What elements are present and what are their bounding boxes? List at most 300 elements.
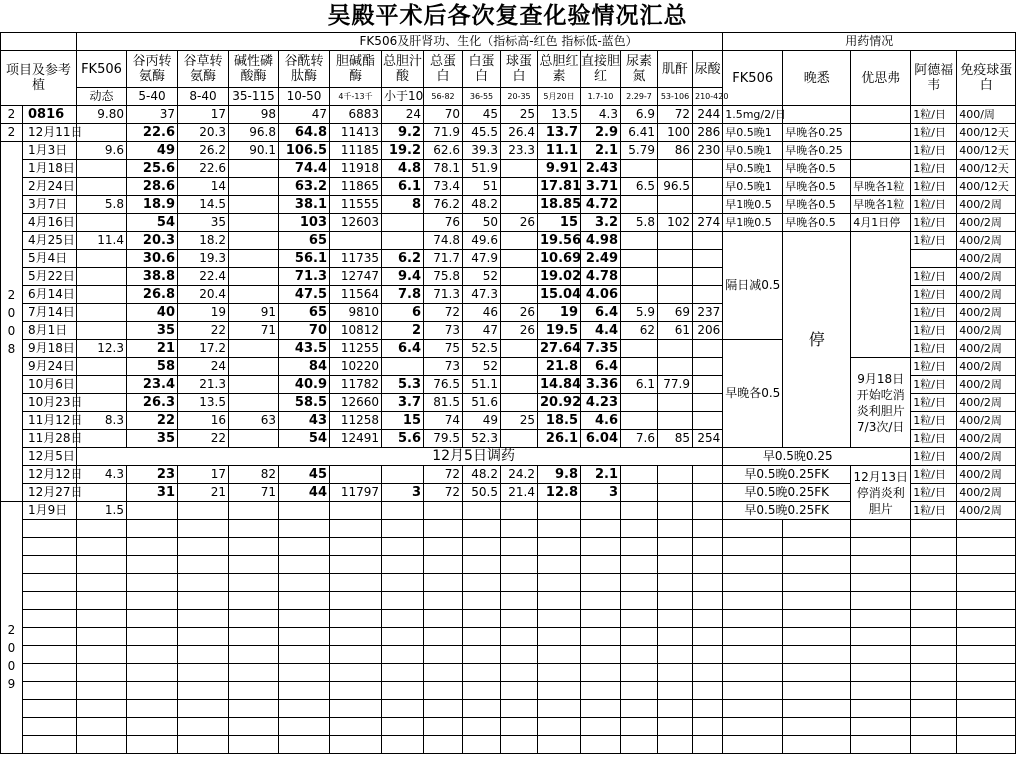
lab-value: 70 <box>279 322 330 340</box>
lab-value: 91 <box>229 304 279 322</box>
immunoglobulin-dose: 400/2周 <box>957 214 1016 232</box>
empty-cell <box>382 592 424 610</box>
lab-value: 12.8 <box>538 484 581 502</box>
empty-cell <box>783 574 851 592</box>
lab-value: 72 <box>424 304 463 322</box>
med-column-header: 免疫球蛋白 <box>957 51 1016 106</box>
immunoglobulin-dose: 400/2周 <box>957 322 1016 340</box>
empty-cell <box>330 664 382 682</box>
wanxi-note: 停 <box>783 232 851 448</box>
empty-cell <box>538 682 581 700</box>
column-header: 谷丙转氨酶 <box>127 51 178 88</box>
empty-cell <box>658 610 693 628</box>
empty-cell <box>783 736 851 754</box>
column-header: 尿酸 <box>693 51 723 88</box>
year-digit: 0 <box>7 659 16 673</box>
empty-cell <box>538 736 581 754</box>
fk506-dose: 早0.5晚0.25FK <box>723 484 851 502</box>
column-header: 尿素氮 <box>621 51 658 88</box>
empty-cell <box>127 574 178 592</box>
empty-cell <box>463 628 501 646</box>
adefovir-dose: 1粒/日 <box>911 196 957 214</box>
empty-cell <box>229 592 279 610</box>
reference-range: 35-115 <box>229 88 279 106</box>
lab-value <box>330 466 382 484</box>
year-cell: 2 <box>1 124 23 142</box>
empty-cell <box>424 610 463 628</box>
lab-value <box>77 268 127 286</box>
empty-cell <box>957 664 1016 682</box>
immunoglobulin-dose: 400/2周 <box>957 430 1016 448</box>
lab-value <box>229 178 279 196</box>
lab-value: 6.5 <box>621 178 658 196</box>
lab-value: 21.3 <box>178 376 229 394</box>
lab-value: 24 <box>178 358 229 376</box>
lab-value <box>501 268 538 286</box>
empty-cell <box>957 520 1016 538</box>
lab-value: 11782 <box>330 376 382 394</box>
lab-value: 35 <box>127 430 178 448</box>
empty-cell <box>463 700 501 718</box>
lab-value: 3.71 <box>581 178 621 196</box>
empty-cell <box>501 682 538 700</box>
lab-value: 73.4 <box>424 178 463 196</box>
lab-value: 25.6 <box>127 160 178 178</box>
year-digit: 8 <box>7 341 16 356</box>
lab-value: 51 <box>463 178 501 196</box>
lab-value <box>621 232 658 250</box>
stop-tablet-note: 12月13日停消炎利胆片 <box>851 466 911 520</box>
empty-cell <box>330 682 382 700</box>
lab-value: 274 <box>693 214 723 232</box>
empty-cell <box>723 682 783 700</box>
row-date: 7月14日 <box>23 304 77 322</box>
ursodiol-note: 9月18日开始吃消炎利胆片7/3次/日 <box>851 358 911 448</box>
lab-value: 48.2 <box>463 196 501 214</box>
empty-cell <box>501 646 538 664</box>
empty-cell <box>330 718 382 736</box>
empty-cell <box>178 628 229 646</box>
empty-cell <box>330 736 382 754</box>
empty-cell <box>424 682 463 700</box>
empty-cell <box>330 628 382 646</box>
lab-value: 286 <box>693 124 723 142</box>
empty-cell <box>693 610 723 628</box>
lab-value: 28.6 <box>127 178 178 196</box>
empty-cell <box>957 682 1016 700</box>
lab-value: 20.92 <box>538 394 581 412</box>
lab-value: 3.7 <box>382 394 424 412</box>
empty-cell <box>77 682 127 700</box>
empty-cell <box>851 682 911 700</box>
empty-cell <box>23 610 77 628</box>
lab-value <box>501 430 538 448</box>
lab-value: 51.1 <box>463 376 501 394</box>
lab-value: 49 <box>463 412 501 430</box>
empty-cell <box>463 646 501 664</box>
lab-value <box>621 286 658 304</box>
lab-value <box>501 250 538 268</box>
empty-cell <box>783 610 851 628</box>
lab-value <box>229 160 279 178</box>
lab-value: 54 <box>127 214 178 232</box>
empty-cell <box>463 718 501 736</box>
row-date: 4月25日 <box>23 232 77 250</box>
adefovir-dose: 1粒/日 <box>911 412 957 430</box>
empty-cell <box>178 538 229 556</box>
lab-value: 6.1 <box>382 178 424 196</box>
ursodiol-dose <box>851 142 911 160</box>
table-row <box>1 214 1016 232</box>
empty-cell <box>127 718 178 736</box>
empty-cell <box>723 538 783 556</box>
immunoglobulin-dose: 400/2周 <box>957 232 1016 250</box>
table-row <box>1 142 1016 160</box>
column-header: 总蛋白 <box>424 51 463 88</box>
fk506-dose: 早1晚0.5 <box>723 214 783 232</box>
lab-value <box>621 502 658 520</box>
empty-row <box>1 646 1016 664</box>
lab-value <box>693 376 723 394</box>
lab-value <box>581 502 621 520</box>
column-header: 总胆红素 <box>538 51 581 88</box>
lab-value <box>658 484 693 502</box>
lab-value <box>501 160 538 178</box>
empty-cell <box>911 736 957 754</box>
empty-cell <box>330 700 382 718</box>
lab-value: 4.8 <box>382 160 424 178</box>
empty-cell <box>501 628 538 646</box>
empty-cell <box>538 718 581 736</box>
empty-cell <box>23 682 77 700</box>
lab-value <box>621 358 658 376</box>
lab-value <box>229 358 279 376</box>
empty-cell <box>279 646 330 664</box>
lab-value: 6.04 <box>581 430 621 448</box>
adefovir-dose: 1粒/日 <box>911 124 957 142</box>
empty-cell <box>957 700 1016 718</box>
immunoglobulin-dose: 400/12天 <box>957 178 1016 196</box>
empty-cell <box>279 520 330 538</box>
empty-cell <box>851 538 911 556</box>
lab-value: 9.8 <box>538 466 581 484</box>
lab-value: 20.4 <box>178 286 229 304</box>
lab-value: 58.5 <box>279 394 330 412</box>
ursodiol-dose <box>851 160 911 178</box>
empty-cell <box>229 736 279 754</box>
lab-value: 2.9 <box>581 124 621 142</box>
empty-cell <box>911 556 957 574</box>
lab-value: 46 <box>463 304 501 322</box>
adefovir-dose: 1粒/日 <box>911 268 957 286</box>
empty-cell <box>911 592 957 610</box>
reference-range: 36-55 <box>463 88 501 106</box>
lab-value <box>693 196 723 214</box>
lab-value: 12491 <box>330 430 382 448</box>
lab-value: 13.5 <box>538 106 581 124</box>
lab-value <box>77 394 127 412</box>
empty-cell <box>501 538 538 556</box>
empty-cell <box>911 538 957 556</box>
lab-value <box>658 232 693 250</box>
empty-cell <box>538 538 581 556</box>
lab-value: 26.3 <box>127 394 178 412</box>
fk506-note: 早晚各0.5 <box>723 340 783 448</box>
empty-cell <box>330 646 382 664</box>
lab-value: 58 <box>127 358 178 376</box>
adefovir-dose: 1粒/日 <box>911 160 957 178</box>
empty-cell <box>723 700 783 718</box>
lab-value: 50 <box>463 214 501 232</box>
lab-value: 254 <box>693 430 723 448</box>
column-header: 谷草转氨酶 <box>178 51 229 88</box>
empty-cell <box>621 646 658 664</box>
empty-cell <box>783 628 851 646</box>
empty-row <box>1 718 1016 736</box>
wanxi-dose <box>783 106 851 124</box>
lab-value <box>501 376 538 394</box>
lab-value: 98 <box>229 106 279 124</box>
lab-value <box>658 502 693 520</box>
lab-value: 19.2 <box>382 142 424 160</box>
empty-cell <box>178 664 229 682</box>
year-digit: 2 <box>7 287 16 302</box>
lab-value: 11555 <box>330 196 382 214</box>
lab-value: 6.41 <box>621 124 658 142</box>
empty-cell <box>957 718 1016 736</box>
empty-cell <box>911 700 957 718</box>
lab-value: 9810 <box>330 304 382 322</box>
lab-value <box>229 196 279 214</box>
empty-cell <box>538 574 581 592</box>
fk506-dose: 1.5mg/2/日 <box>723 106 783 124</box>
empty-cell <box>658 700 693 718</box>
lab-value: 5.79 <box>621 142 658 160</box>
empty-cell <box>127 646 178 664</box>
lab-value: 13.7 <box>538 124 581 142</box>
row-date: 4月16日 <box>23 214 77 232</box>
lab-value: 26 <box>501 304 538 322</box>
lab-value: 73 <box>424 322 463 340</box>
row-date: 12月12日 <box>23 466 77 484</box>
lab-value <box>77 124 127 142</box>
empty-cell <box>723 736 783 754</box>
adefovir-dose: 1粒/日 <box>911 214 957 232</box>
empty-row <box>1 538 1016 556</box>
lab-value: 11918 <box>330 160 382 178</box>
lab-value <box>501 502 538 520</box>
empty-cell <box>23 700 77 718</box>
empty-cell <box>279 610 330 628</box>
lab-value: 14.84 <box>538 376 581 394</box>
row-date: 12月5日 <box>23 448 77 466</box>
empty-cell <box>330 556 382 574</box>
empty-cell <box>178 718 229 736</box>
column-header: 谷酰转肽酶 <box>279 51 330 88</box>
lab-value: 102 <box>658 214 693 232</box>
lab-value: 74.4 <box>279 160 330 178</box>
lab-value: 5.8 <box>77 196 127 214</box>
column-header: 总胆汁酸 <box>382 51 424 88</box>
lab-value: 2 <box>382 322 424 340</box>
lab-value: 35 <box>127 322 178 340</box>
empty-cell <box>382 736 424 754</box>
empty-cell <box>693 520 723 538</box>
reference-range: 53-106 <box>658 88 693 106</box>
lab-value <box>501 178 538 196</box>
empty-cell <box>538 700 581 718</box>
reference-range: 210-420 <box>693 88 723 106</box>
adefovir-dose: 1粒/日 <box>911 394 957 412</box>
empty-cell <box>23 520 77 538</box>
immunoglobulin-dose: 400/2周 <box>957 286 1016 304</box>
empty-cell <box>957 556 1016 574</box>
empty-cell <box>783 718 851 736</box>
lab-value: 49.6 <box>463 232 501 250</box>
ursodiol-dose <box>851 106 911 124</box>
lab-value: 22.6 <box>127 124 178 142</box>
lab-value: 52.3 <box>463 430 501 448</box>
table-row <box>1 232 1016 250</box>
lab-value: 38.1 <box>279 196 330 214</box>
empty-cell <box>723 646 783 664</box>
lab-value: 7.35 <box>581 340 621 358</box>
empty-cell <box>723 628 783 646</box>
wanxi-dose: 早晚各0.25 <box>783 142 851 160</box>
empty-cell <box>279 664 330 682</box>
lab-value: 6.4 <box>581 304 621 322</box>
empty-row <box>1 556 1016 574</box>
empty-cell <box>538 664 581 682</box>
lab-value: 20.3 <box>178 124 229 142</box>
adefovir-dose: 1粒/日 <box>911 430 957 448</box>
empty-cell <box>501 718 538 736</box>
wanxi-dose: 早晚各0.5 <box>783 178 851 196</box>
lab-value: 76 <box>424 214 463 232</box>
empty-cell <box>229 538 279 556</box>
group-lab-header: FK506及肝肾功、生化（指标高-红色 指标低-蓝色） <box>77 33 723 51</box>
immunoglobulin-dose: 400/2周 <box>957 304 1016 322</box>
empty-cell <box>911 646 957 664</box>
wanxi-dose: 早晚各0.25 <box>783 124 851 142</box>
reference-range: 2.29-7 <box>621 88 658 106</box>
empty-cell <box>501 556 538 574</box>
lab-value: 9.80 <box>77 106 127 124</box>
lab-value: 19.3 <box>178 250 229 268</box>
lab-value: 237 <box>693 304 723 322</box>
empty-cell <box>723 592 783 610</box>
empty-cell <box>330 574 382 592</box>
lab-value: 63 <box>229 412 279 430</box>
lab-value <box>424 502 463 520</box>
immunoglobulin-dose: 400/2周 <box>957 502 1016 520</box>
year-digit: 2 <box>7 623 16 637</box>
empty-cell <box>851 718 911 736</box>
year-digit: 9 <box>7 677 16 691</box>
lab-value <box>229 502 279 520</box>
adefovir-dose: 1粒/日 <box>911 304 957 322</box>
lab-value: 13.5 <box>178 394 229 412</box>
empty-cell <box>658 520 693 538</box>
lab-value <box>693 340 723 358</box>
fk506-dose: 早0.5晚1 <box>723 142 783 160</box>
lab-value <box>621 196 658 214</box>
lab-value: 21.4 <box>501 484 538 502</box>
row-date: 6月14日 <box>23 286 77 304</box>
empty-cell <box>330 610 382 628</box>
table-row <box>1 448 1016 466</box>
empty-cell <box>723 610 783 628</box>
empty-cell <box>658 628 693 646</box>
lab-value <box>77 214 127 232</box>
lab-value <box>229 268 279 286</box>
empty-cell <box>783 664 851 682</box>
lab-value: 26.8 <box>127 286 178 304</box>
lab-value: 84 <box>279 358 330 376</box>
immunoglobulin-dose: 400/2周 <box>957 250 1016 268</box>
empty-cell <box>382 610 424 628</box>
lab-value: 11735 <box>330 250 382 268</box>
empty-cell <box>382 556 424 574</box>
lab-value: 81.5 <box>424 394 463 412</box>
lab-value: 49 <box>127 142 178 160</box>
lab-value <box>621 484 658 502</box>
row-date: 10月23日 <box>23 394 77 412</box>
lab-value: 96.5 <box>658 178 693 196</box>
lab-value <box>621 466 658 484</box>
empty-cell <box>693 556 723 574</box>
lab-value: 24 <box>382 106 424 124</box>
empty-cell <box>229 520 279 538</box>
lab-value: 21.8 <box>538 358 581 376</box>
wanxi-dose: 早晚各0.5 <box>783 196 851 214</box>
immunoglobulin-dose: 400/12天 <box>957 160 1016 178</box>
empty-cell <box>658 664 693 682</box>
lab-value: 72 <box>424 466 463 484</box>
empty-cell <box>501 574 538 592</box>
lab-value: 9.4 <box>382 268 424 286</box>
empty-cell <box>279 736 330 754</box>
lab-value <box>77 322 127 340</box>
row-date: 9月24日 <box>23 358 77 376</box>
lab-value: 50.5 <box>463 484 501 502</box>
empty-cell <box>424 538 463 556</box>
lab-value <box>621 268 658 286</box>
lab-value <box>501 358 538 376</box>
adefovir-dose <box>911 250 957 268</box>
empty-row <box>1 610 1016 628</box>
lab-value <box>621 160 658 178</box>
row-date: 0816 <box>23 106 77 124</box>
empty-cell <box>77 718 127 736</box>
empty-cell <box>851 520 911 538</box>
empty-cell <box>424 736 463 754</box>
lab-value <box>330 502 382 520</box>
lab-value <box>538 502 581 520</box>
empty-cell <box>229 646 279 664</box>
lab-value: 40.9 <box>279 376 330 394</box>
lab-value: 21 <box>178 484 229 502</box>
lab-value <box>658 358 693 376</box>
row-date: 1月3日 <box>23 142 77 160</box>
lab-value <box>693 484 723 502</box>
lab-value: 76.5 <box>424 376 463 394</box>
lab-value <box>77 358 127 376</box>
lab-value: 90.1 <box>229 142 279 160</box>
lab-value <box>501 340 538 358</box>
adefovir-dose: 1粒/日 <box>911 502 957 520</box>
lab-value <box>658 286 693 304</box>
